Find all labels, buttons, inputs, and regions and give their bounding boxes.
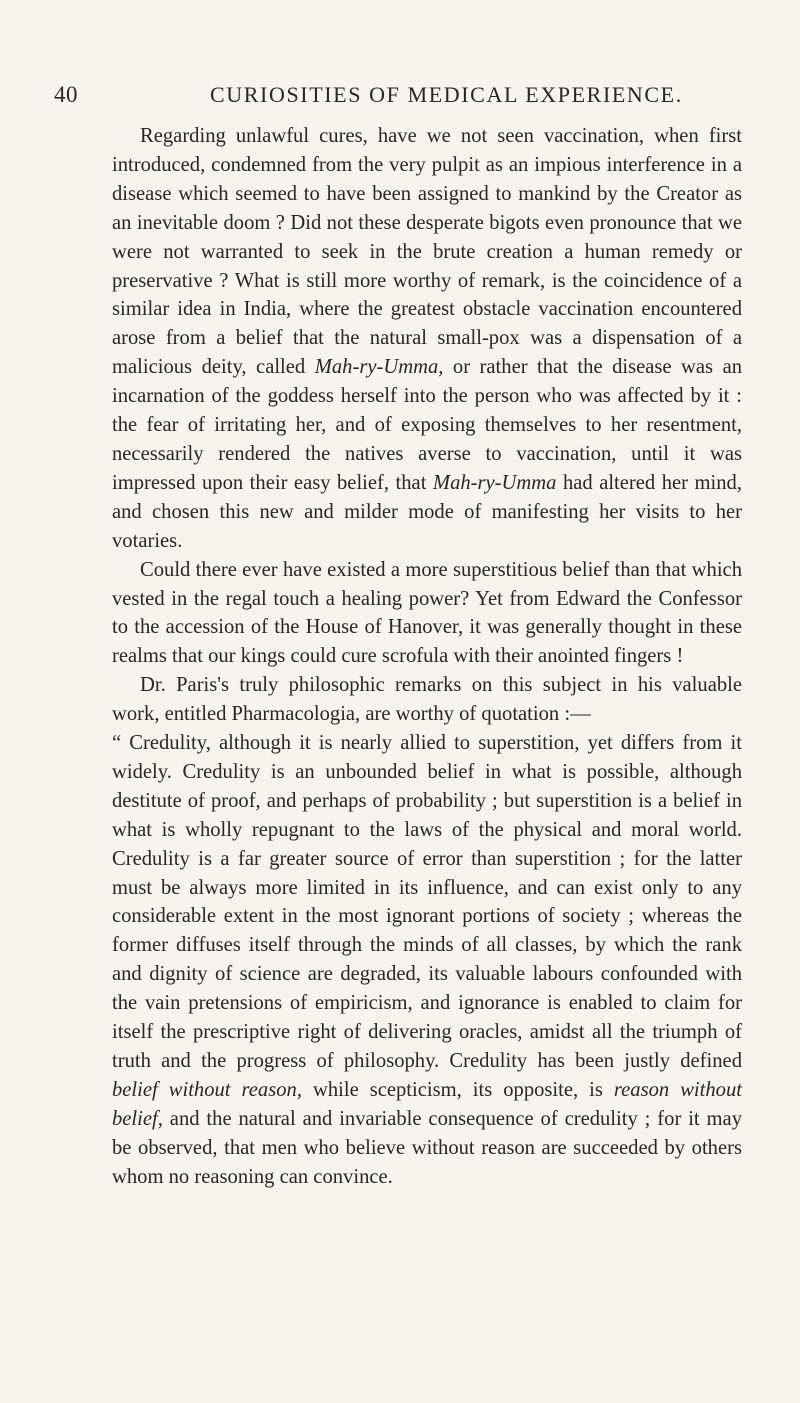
paragraph-text: Regarding unlawful cures, have we not seen vaccination, when first introduced, condemned from the very pulpit as an impious interference in a disease which seemed to have been assigned to mankind by the Creator as an inevitable doom ? Did not these desperate bigots even pronounce that we were not warranted to seek in the brute creation a human remedy or preservative ? What is still more worthy of remark, is the coincidence of a similar idea in India, where the greatest obstacle vaccination encountered arose from a belief that the natural small-pox was a dispensation of a malicious deity, called xyxy=(112,125,742,379)
paragraph-text: and the natural and invariable consequence of credulity ; for it may be observed, that men who believe without reason are succeeded by others whom no reasoning can convince. xyxy=(112,1107,742,1188)
italic-phrase: reason without belief, xyxy=(112,1078,742,1130)
running-title: CURIOSITIES OF MEDICAL EXPERIENCE. xyxy=(210,82,683,107)
deity-name: Mah-ry-Umma xyxy=(432,471,557,494)
paragraph-quotation xyxy=(112,729,742,1192)
body-text xyxy=(112,122,742,1192)
deity-name: Mah-ry-Umma, xyxy=(314,356,444,379)
page-number: 40 xyxy=(54,82,78,107)
paragraph-dr-paris: Dr. Paris's truly philosophic remarks on this subject in his valuable work, entitled Pharmacologia, are worthy of quotation :— xyxy=(112,674,742,726)
paragraph-text: or rather that the disease was an incarnation of the goddess herself into the person who was affected by it : the fear of irritating her, and of exposing themselves to her resentment, necessarily rendered the natives averse to vaccination, until it was impressed upon their easy belief, that xyxy=(112,356,743,494)
paragraph-vaccination xyxy=(112,122,742,556)
paragraph-text: “ Credulity, although it is nearly allied to superstition, yet differs from it widely. Credulity is an unbounded belief in what is possible, although destitute of proof, and perhaps of probability ; but superstition is a belief in what is wholly repugnant to the laws of the physical and moral world. Credulity is a far greater source of error than superstition ; for the latter must be always more limited in its influence, and can exist only to any considerable extent in the most ignorant portions of society ; whereas the former diffuses itself through the minds of all classes, by which the rank and dignity of science are degraded, its valuable labours confounded with the vain pretensions of empiricism, and ignorance is enabled to claim for itself the prescriptive right of delivering oracles, amidst all the triumph of truth and the progress of philosophy. Credulity has been justly defined xyxy=(112,732,742,1072)
italic-phrase: belief without reason, xyxy=(112,1078,302,1101)
paragraph-text: while scepticism, its opposite, is xyxy=(301,1078,614,1101)
running-head xyxy=(50,82,750,116)
paragraph-regal-touch: Could there ever have existed a more superstitious belief than that which vested in the regal touch a healing power? Yet from Edward the Confessor to the accession of the House of Hanover, it was generally thought in these realms that our kings could cure scrofula with their anointed fingers ! xyxy=(112,558,742,668)
paragraph-text: had altered her mind, and chosen this new and milder mode of manifesting her visits to her votaries. xyxy=(112,471,742,552)
